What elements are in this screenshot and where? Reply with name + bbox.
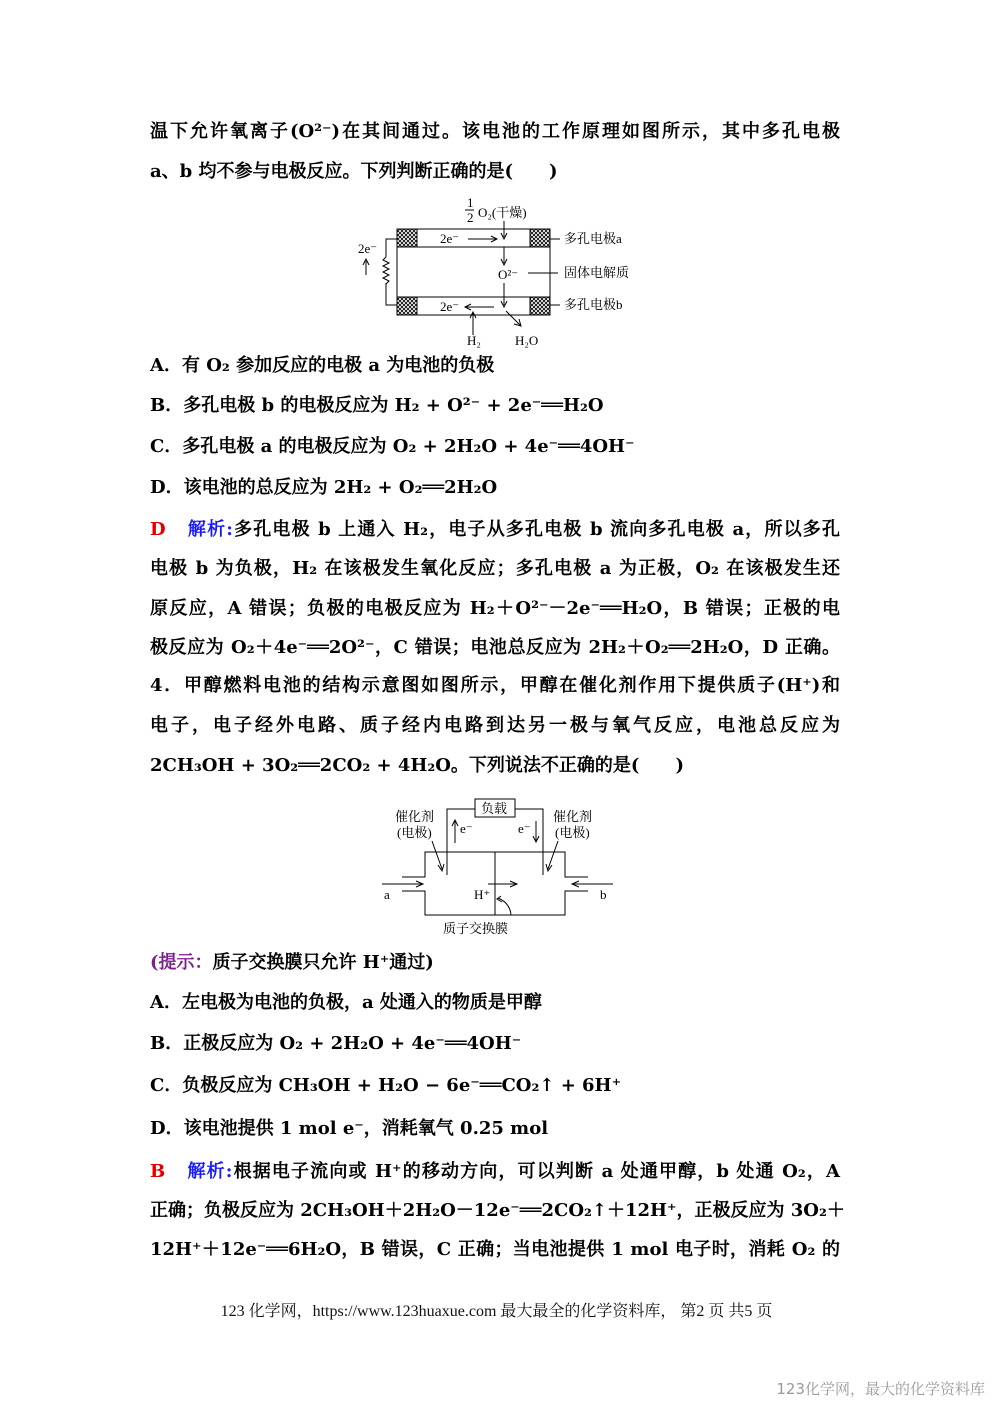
q4-hint — [150, 951, 434, 975]
external-wire — [386, 239, 397, 305]
hatched-block — [397, 229, 417, 247]
option-letter: B — [150, 395, 166, 416]
e-top-label: 2e⁻ — [440, 231, 460, 246]
option-letter: C — [150, 1075, 165, 1096]
q4-analysis-line-1 — [150, 1160, 840, 1184]
analysis-label: 解析: — [187, 1161, 233, 1182]
half-numerator: 1 — [467, 195, 474, 210]
q3-option-a — [150, 354, 494, 378]
q3-option-d — [150, 476, 497, 500]
q3-option-c — [150, 435, 635, 459]
label-solid-electrolyte: 固体电解质 — [564, 265, 630, 280]
hint-text: 质子交换膜只允许 H⁺通过) — [212, 952, 434, 973]
q4-analysis-line-2: 正确；负极反应为 2CH₃OH＋2H₂O－12e⁻══2CO₂↑＋12H⁺，正极反应为 3O₂＋ — [150, 1200, 845, 1221]
q4-option-d — [150, 1117, 548, 1141]
q4-stem-line-3: 2CH₃OH + 3O₂══2CO₂ + 4H₂O。下列说法不正确的是( ) — [150, 755, 684, 776]
arrow-up-icon — [470, 312, 476, 335]
curved-arrow-icon — [497, 896, 511, 915]
option-text: ．该电池的总反应为 2H₂ + O₂══2H₂O — [165, 477, 498, 498]
option-letter: D — [150, 1118, 166, 1139]
catalyst-right: 催化剂 — [553, 809, 593, 824]
answer-letter: B — [150, 1161, 166, 1182]
o2-minus-label: O²⁻ — [498, 267, 519, 282]
option-text: ．左电极为电池的负极，a 处通入的物质是甲醇 — [163, 992, 542, 1013]
e-bottom-label: 2e⁻ — [440, 299, 460, 314]
page-footer: 123 化学网，https://www.123huaxue.com 最大最全的化学资料库， 第2 页 共5 页 — [220, 1303, 773, 1320]
arrow-left-icon — [572, 881, 613, 887]
arrow-down-icon — [501, 283, 507, 307]
option-text: ．有 O₂ 参加反应的电极 a 为电池的负极 — [163, 355, 495, 376]
arrow-diagonal-icon — [506, 311, 521, 326]
q3-stem-line-2: a、b 均不参与电极反应。下列判断正确的是( ) — [150, 161, 558, 182]
q3-fuel-cell-diagram — [350, 195, 650, 350]
pointer-arrow-icon — [546, 841, 558, 871]
option-text: ．多孔电极 a 的电极反应为 O₂ + 2H₂O + 4e⁻══4OH⁻ — [164, 436, 635, 457]
q4-methanol-cell-diagram — [370, 795, 620, 940]
e-left-label: e⁻ — [460, 821, 473, 836]
option-letter: A — [150, 355, 164, 376]
load-label: 负载 — [481, 801, 508, 816]
q3-analysis-line-2: 电极 b 为负极，H₂ 在该极发生氧化反应；多孔电极 a 为正极，O₂ 在该极发生还 — [150, 558, 840, 579]
q4-option-b — [150, 1032, 521, 1056]
e-right-label: e⁻ — [518, 821, 531, 836]
o2-dry-label: O₂(干燥) — [478, 205, 527, 220]
hint-label: (提示： — [150, 952, 213, 973]
resistor-icon — [383, 257, 389, 284]
answer-letter: D — [150, 519, 166, 540]
hatched-block — [530, 297, 550, 315]
h2o-label: H₂O — [515, 333, 539, 348]
membrane-label: 质子交换膜 — [443, 921, 509, 936]
q3-analysis-line-1 — [150, 518, 840, 542]
pointer-arrow-icon — [432, 841, 444, 871]
hatched-block — [397, 297, 417, 315]
catalyst-right-electrode: (电极) — [555, 825, 590, 840]
h-plus-label: H⁺ — [474, 887, 491, 902]
catalyst-left: 催化剂 — [395, 809, 435, 824]
q3-analysis-line-3: 原反应，A 错误；负极的电极反应为 H₂＋O²⁻－2e⁻══H₂O，B 错误；正极的电 — [150, 598, 840, 619]
arrow-left-icon — [465, 304, 494, 310]
q3-option-b — [150, 394, 604, 418]
arrow-right-icon — [468, 236, 497, 242]
label-electrode-b: 多孔电极b — [564, 297, 623, 312]
analysis-label: 解析: — [187, 519, 233, 540]
cell-body — [397, 229, 550, 315]
arrow-up-icon — [452, 820, 458, 843]
half-denominator: 2 — [467, 210, 474, 225]
analysis-text: 根据电子流向或 H⁺的移动方向，可以判断 a 处通甲醇，b 处通 O₂，A — [232, 1161, 840, 1182]
option-letter: A — [150, 992, 164, 1013]
h2-label: H₂ — [467, 333, 481, 348]
q4-stem-line-1: 4．甲醇燃料电池的结构示意图如图所示，甲醇在催化剂作用下提供质子(H⁺)和 — [150, 675, 840, 696]
e-side-label: 2e⁻ — [358, 241, 378, 256]
q4-option-a — [150, 991, 542, 1015]
q3-analysis-line-4: 极反应为 O₂＋4e⁻══2O²⁻，C 错误；电池总反应为 2H₂＋O₂══2H₂O，D 正确。 — [150, 637, 840, 658]
arrow-right-icon — [488, 881, 517, 887]
option-text: ．负极反应为 CH₃OH + H₂O − 6e⁻══CO₂↑ + 6H⁺ — [164, 1075, 622, 1096]
option-text: ．多孔电极 b 的电极反应为 H₂ + O²⁻ + 2e⁻══H₂O — [165, 395, 604, 416]
q4-analysis-line-3: 12H⁺＋12e⁻══6H₂O，B 错误，C 正确；当电池提供 1 mol 电子时，消耗 O₂ 的 — [150, 1239, 840, 1260]
arrow-up-icon — [363, 259, 369, 275]
label-electrode-a: 多孔电极a — [564, 231, 622, 246]
hatched-block — [530, 229, 550, 247]
option-text: ．正极反应为 O₂ + 2H₂O + 4e⁻══4OH⁻ — [165, 1033, 522, 1054]
option-text: ．该电池提供 1 mol e⁻，消耗氧气 0.25 mol — [165, 1118, 549, 1139]
q4-option-c — [150, 1074, 621, 1098]
arrow-down-icon — [501, 247, 507, 265]
option-letter: B — [150, 1033, 166, 1054]
arrow-down-icon — [501, 221, 507, 239]
inlet-a-label: a — [384, 887, 390, 902]
catalyst-left-electrode: (电极) — [397, 825, 432, 840]
watermark: 123化学网，最大的化学资料库 — [776, 1380, 985, 1398]
q4-stem-line-2: 电子，电子经外电路、质子经内电路到达另一极与氧气反应，电池总反应为 — [150, 715, 840, 736]
arrow-down-icon — [533, 821, 539, 842]
inlet-b-label: b — [600, 887, 607, 902]
option-letter: D — [150, 477, 166, 498]
analysis-text: 多孔电极 b 上通入 H₂，电子从多孔电极 b 流向多孔电极 a，所以多孔 — [232, 519, 840, 540]
q3-stem-line-1: 温下允许氧离子(O²⁻)在其间通过。该电池的工作原理如图所示，其中多孔电极 — [150, 121, 840, 142]
option-letter: C — [150, 436, 165, 457]
